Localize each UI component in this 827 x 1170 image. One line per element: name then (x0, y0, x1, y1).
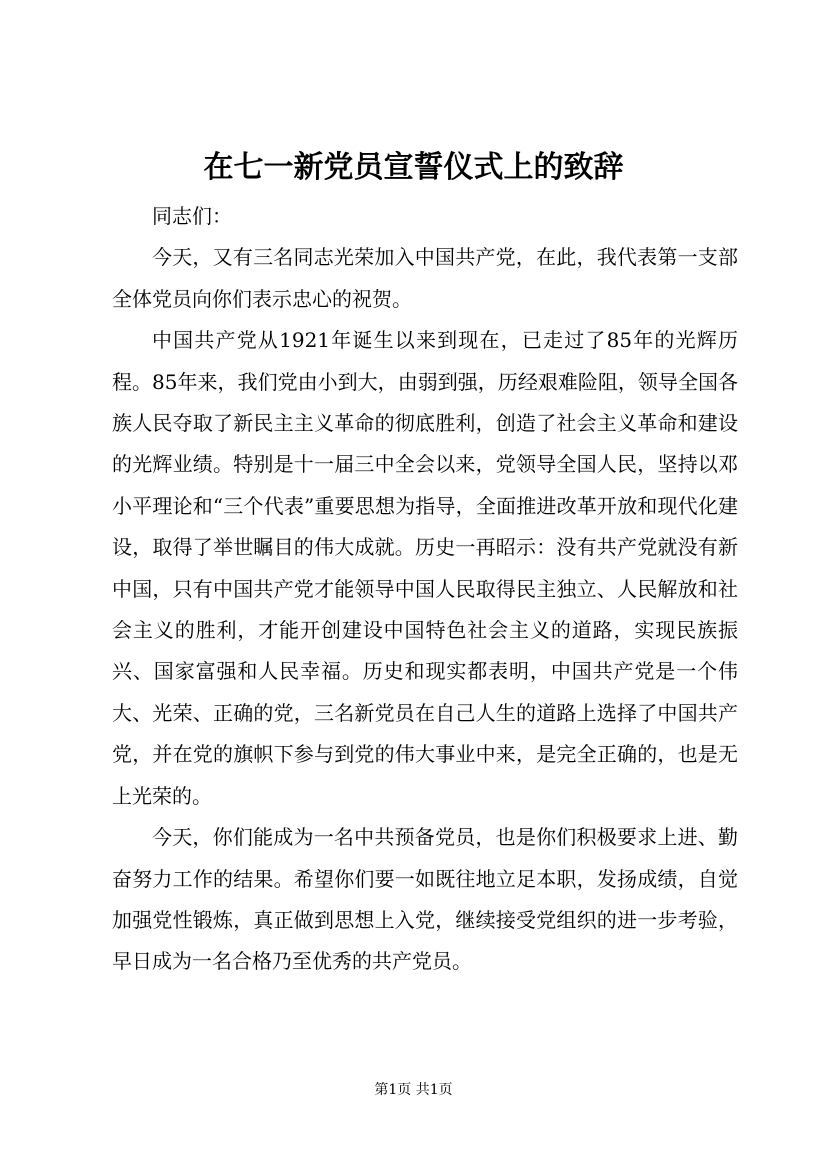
body-paragraph: 今天，又有三名同志光荣加入中国共产党，在此，我代表第一支部全体党员向你们表示忠心的祝贺。 (112, 245, 738, 311)
page-number-label: 第1页 共1页 (374, 1082, 453, 1098)
salutation-paragraph: 同志们： (152, 204, 232, 228)
document-title: 在七一新党员宣誓仪式上的致辞 (203, 150, 624, 185)
page-footer (0, 1080, 827, 1100)
body-paragraph: 中国共产党从1921年诞生以来到现在，已走过了85年的光辉历程。85年来，我们党由小到大，由弱到强，历经艰难险阻，领导全国各族人民夺取了新民主主义革命的彻底胜利，创造了社会主义革命和建设的光辉业绩。特别是十一届三中全会以来，党领导全国人民，坚持以邓小平理论和“三个代表”重要思想为指导，全面推进改革开放和现代化建设，取得了举世瞩目的伟大成就。历史一再昭示：没有共产党就没有新中国，只有中国共产党才能领导中国人民取得民主独立、人民解放和社会主义的胜利，才能开创建设中国特色社会主义的道路，实现民族振兴、国家富强和人民幸福。历史和现实都表明，中国共产党是一个伟大、光荣、正确的党，三名新党员在自己人生的道路上选择了中国共产党，并在党的旗帜下参与到党的伟大事业中来，是完全正确的，也是无上光荣的。 (112, 328, 738, 808)
document-body (112, 196, 738, 983)
body-paragraph: 今天，你们能成为一名中共预备党员，也是你们积极要求上进、勤奋努力工作的结果。希望你们要一如既往地立足本职，发扬成绩，自觉加强党性锻炼，真正做到思想上入党，继续接受党组织的进一步考验，早日成为一名合格乃至优秀的共产党员。 (112, 825, 738, 974)
